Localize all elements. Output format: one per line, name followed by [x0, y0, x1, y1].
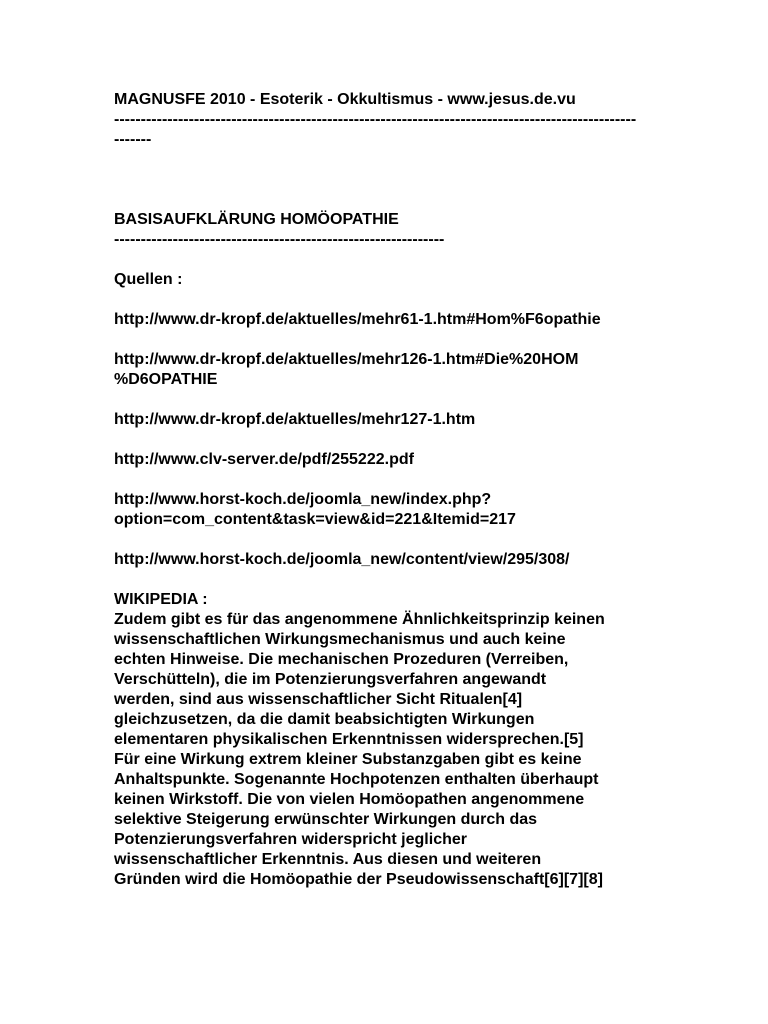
spacer [114, 530, 659, 550]
paragraph-line: Gründen wird die Homöopathie der Pseudowissenschaft[6][7][8] [114, 871, 603, 888]
paragraph-line: wissenschaftlicher Erkenntnis. Aus diesen und weiteren [114, 851, 542, 868]
section-separator: -------------------------------------------------------------- [114, 231, 445, 248]
paragraph-line: Verschütteln), die im Potenzierungsverfahren angewandt [114, 671, 547, 688]
paragraph-line: gleichzusetzen, da die damit beabsichtigten Wirkungen [114, 711, 535, 728]
source-link: http://www.clv-server.de/pdf/255222.pdf [114, 451, 414, 468]
spacer [114, 150, 659, 210]
separator-line: ------- [114, 131, 152, 148]
source-link: http://www.horst-koch.de/joomla_new/index.php? [114, 491, 492, 508]
spacer [114, 330, 659, 350]
paragraph-line: wissenschaftlichen Wirkungsmechanismus und auch keine [114, 631, 566, 648]
wikipedia-label: WIKIPEDIA : [114, 591, 208, 608]
document-title: MAGNUSFE 2010 - Esoterik - Okkultismus - www.jesus.de.vu [114, 91, 576, 108]
spacer [114, 570, 659, 590]
spacer [114, 390, 659, 410]
paragraph-line: Potenzierungsverfahren widerspricht jeglicher [114, 831, 467, 848]
spacer [114, 430, 659, 450]
source-link: http://www.dr-kropf.de/aktuelles/mehr61-1.htm#Hom%F6opathie [114, 311, 601, 328]
separator-line: -------------------------------------------------------------------------------------------------- [114, 111, 637, 128]
paragraph-line: Anhaltspunkte. Sogenannte Hochpotenzen enthalten überhaupt [114, 771, 599, 788]
paragraph-line: keinen Wirkstoff. Die von vielen Homöopathen angenommene [114, 791, 585, 808]
paragraph-line: Für eine Wirkung extrem kleiner Substanzgaben gibt es keine [114, 751, 582, 768]
spacer [114, 250, 659, 270]
source-link: http://www.dr-kropf.de/aktuelles/mehr126-1.htm#Die%20HOM [114, 351, 579, 368]
source-link: http://www.dr-kropf.de/aktuelles/mehr127-1.htm [114, 411, 476, 428]
wikipedia-paragraph [114, 610, 659, 890]
paragraph-line: echten Hinweise. Die mechanischen Prozeduren (Verreiben, [114, 651, 569, 668]
source-link: http://www.horst-koch.de/joomla_new/content/view/295/308/ [114, 551, 570, 568]
paragraph-line: selektive Steigerung erwünschter Wirkungen durch das [114, 811, 538, 828]
paragraph-line: Zudem gibt es für das angenommene Ähnlichkeitsprinzip keinen [114, 611, 605, 628]
section-heading: BASISAUFKLÄRUNG HOMÖOPATHIE [114, 211, 399, 228]
spacer [114, 470, 659, 490]
source-link: %D6OPATHIE [114, 371, 218, 388]
sources-label: Quellen : [114, 271, 183, 288]
paragraph-line: werden, sind aus wissenschaftlicher Sicht Ritualen[4] [114, 691, 523, 708]
source-link: option=com_content&task=view&id=221&Itemid=217 [114, 511, 516, 528]
paragraph-line: elementaren physikalischen Erkenntnissen widersprechen.[5] [114, 731, 584, 748]
spacer [114, 290, 659, 310]
document-page [114, 90, 659, 890]
